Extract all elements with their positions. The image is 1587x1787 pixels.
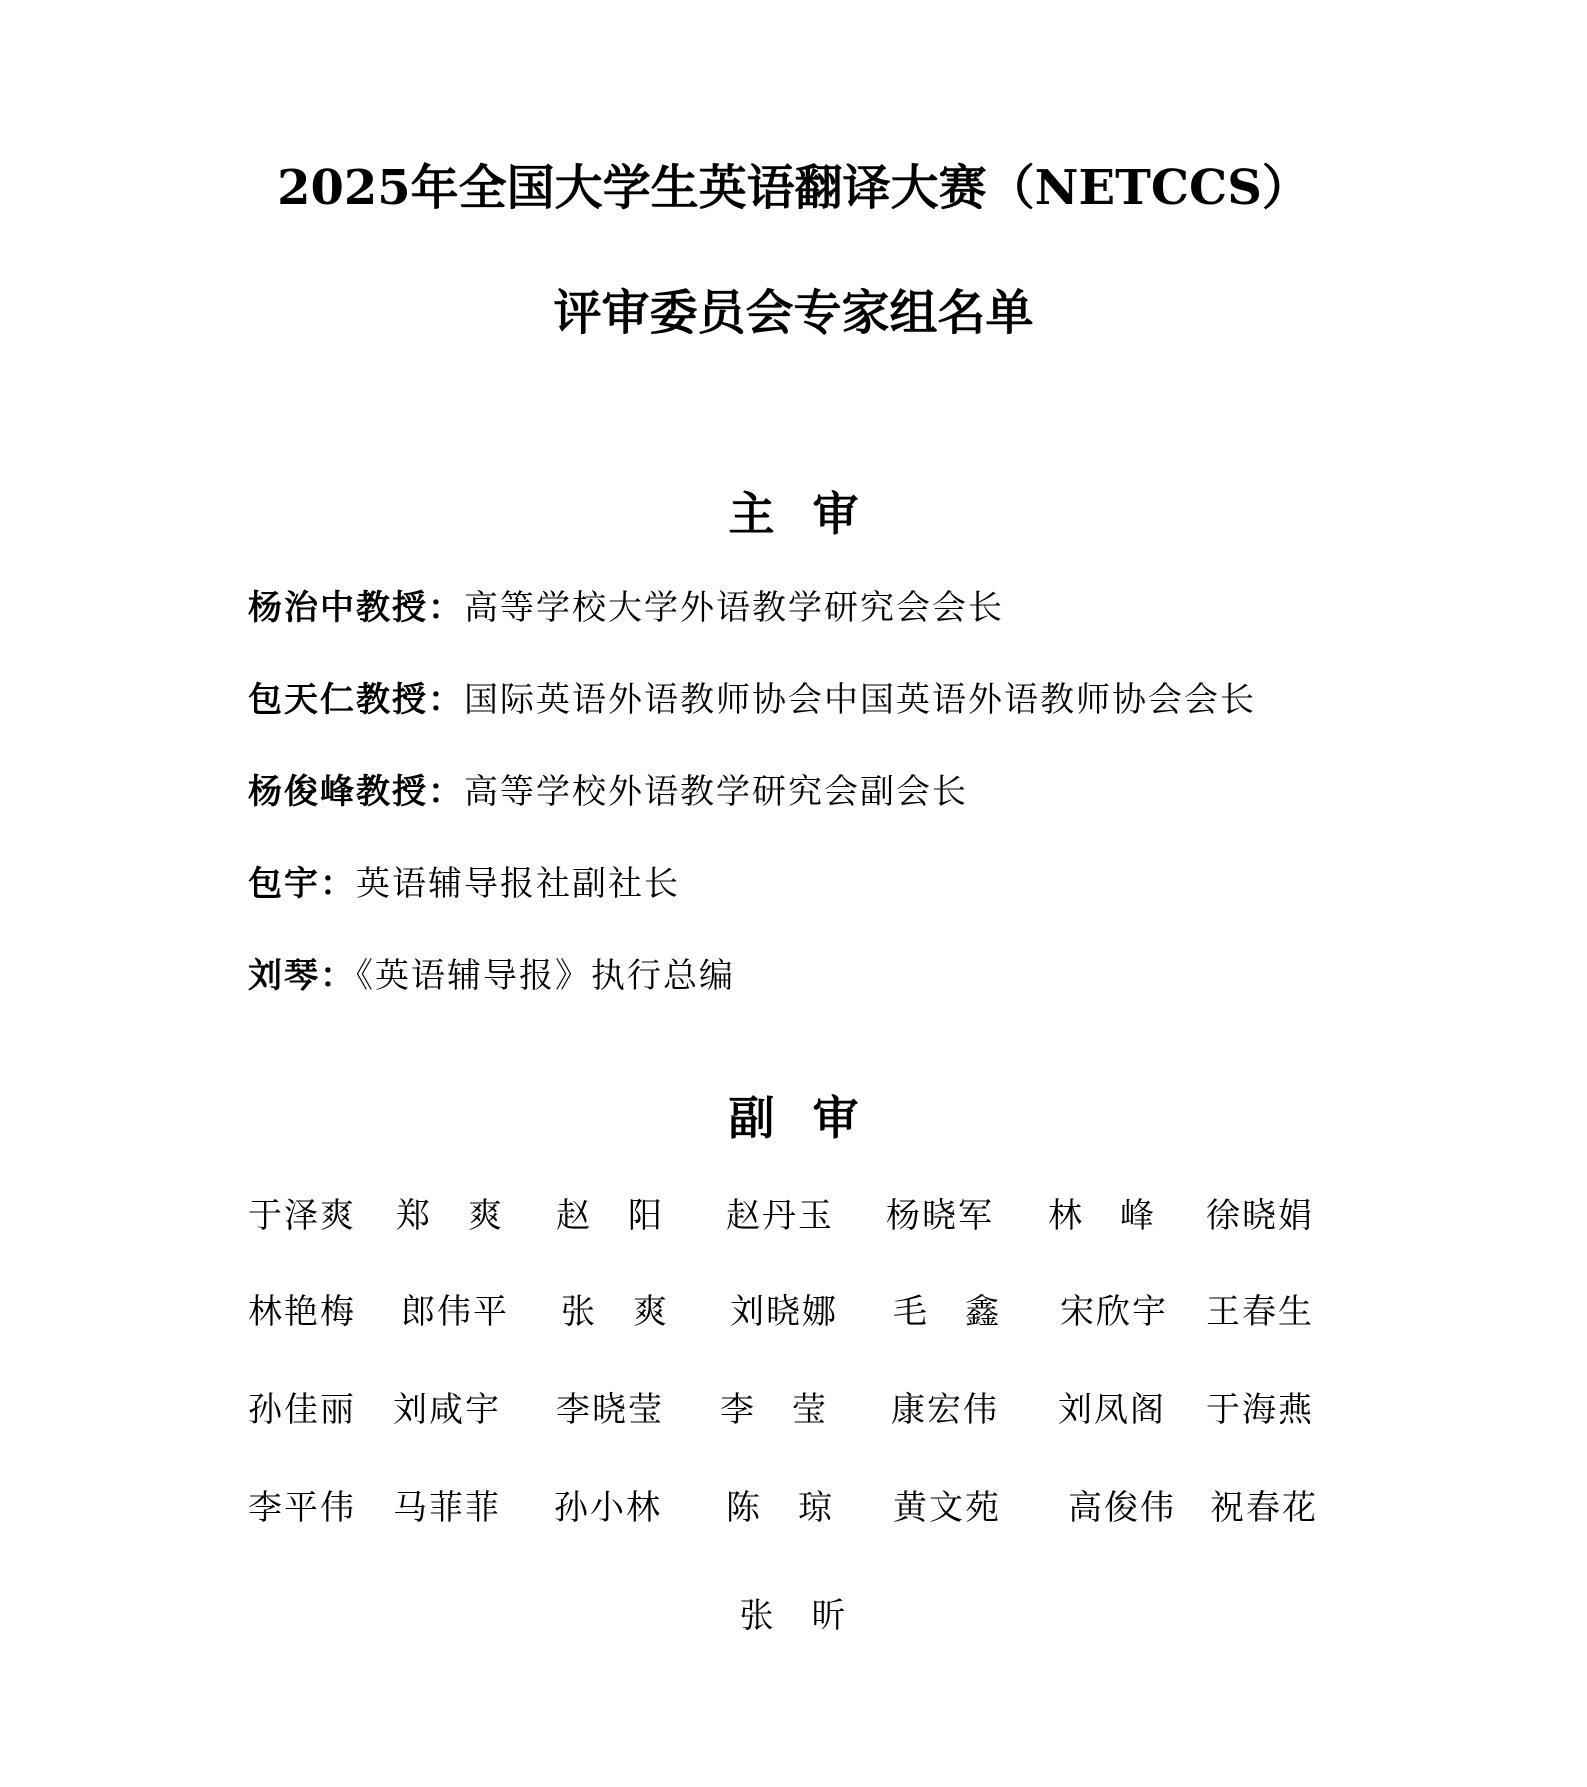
chief-member-row: [248, 770, 968, 814]
deputy-name: 孙佳丽: [248, 1390, 356, 1430]
deputy-name: 陈 琼: [726, 1488, 834, 1528]
document-title-line-2: 评审委员会专家组名单: [553, 285, 1034, 341]
chief-member-role: 英语辅导报社副社长: [356, 864, 680, 904]
chief-member-role: 国际英语外语教师协会中国英语外语教师协会会长: [464, 680, 1256, 720]
chief-member-name: 杨俊峰教授：: [248, 772, 464, 812]
deputy-name: 孙小林: [554, 1488, 662, 1528]
document-title-line-1: 2025年全国大学生英语翻译大赛（NETCCS）: [277, 160, 1310, 216]
deputy-name: 高俊伟: [1068, 1488, 1176, 1528]
deputy-name: 宋欣宇: [1060, 1292, 1168, 1332]
deputy-name: 于海燕: [1206, 1390, 1314, 1430]
chief-member-role: 《英语辅导报》执行总编: [356, 956, 735, 996]
deputy-name: 马菲菲: [393, 1488, 501, 1528]
deputy-name: 毛 鑫: [893, 1292, 1001, 1332]
chief-member-name: 刘琴：: [248, 956, 356, 996]
deputy-name: 郑 爽: [396, 1196, 504, 1236]
deputy-name: 张 爽: [561, 1292, 669, 1332]
deputy-name: 刘凤阁: [1058, 1390, 1166, 1430]
deputy-name: 李 莹: [720, 1390, 828, 1430]
deputy-name: 林艳梅: [248, 1292, 356, 1332]
deputy-name: 祝春花: [1210, 1488, 1318, 1528]
chief-member-name: 包天仁教授：: [248, 680, 464, 720]
deputy-name: 刘咸宇: [393, 1390, 501, 1430]
deputy-name: 赵 阳: [556, 1196, 664, 1236]
deputy-name: 郎伟平: [401, 1292, 509, 1332]
chief-member-name: 包宇：: [248, 864, 356, 904]
chief-member-row: [248, 862, 680, 906]
deputy-name: 王春生: [1206, 1292, 1314, 1332]
chief-member-row: [248, 678, 1256, 722]
deputy-name: 黄文苑: [893, 1488, 1001, 1528]
chief-member-name: 杨治中教授：: [248, 588, 464, 628]
deputy-name: 李晓莹: [556, 1390, 664, 1430]
chief-member-row: [248, 586, 1004, 630]
deputy-name: 于泽爽: [248, 1196, 356, 1236]
deputy-name-last: 张 昕: [739, 1596, 848, 1636]
deputy-name: 徐晓娟: [1206, 1196, 1314, 1236]
deputy-name: 康宏伟: [891, 1390, 999, 1430]
deputy-name: 刘晓娜: [730, 1292, 838, 1332]
chief-reviewers-heading: 主审: [728, 487, 897, 541]
chief-member-row: [248, 954, 735, 998]
deputy-name: 杨晓军: [886, 1196, 994, 1236]
deputy-name: 赵丹玉: [726, 1196, 834, 1236]
deputy-reviewers-heading: 副审: [728, 1091, 897, 1145]
deputy-name: 林 峰: [1048, 1196, 1156, 1236]
chief-member-role: 高等学校大学外语教学研究会会长: [464, 588, 1004, 628]
deputy-name: 李平伟: [248, 1488, 356, 1528]
chief-member-role: 高等学校外语教学研究会副会长: [464, 772, 968, 812]
